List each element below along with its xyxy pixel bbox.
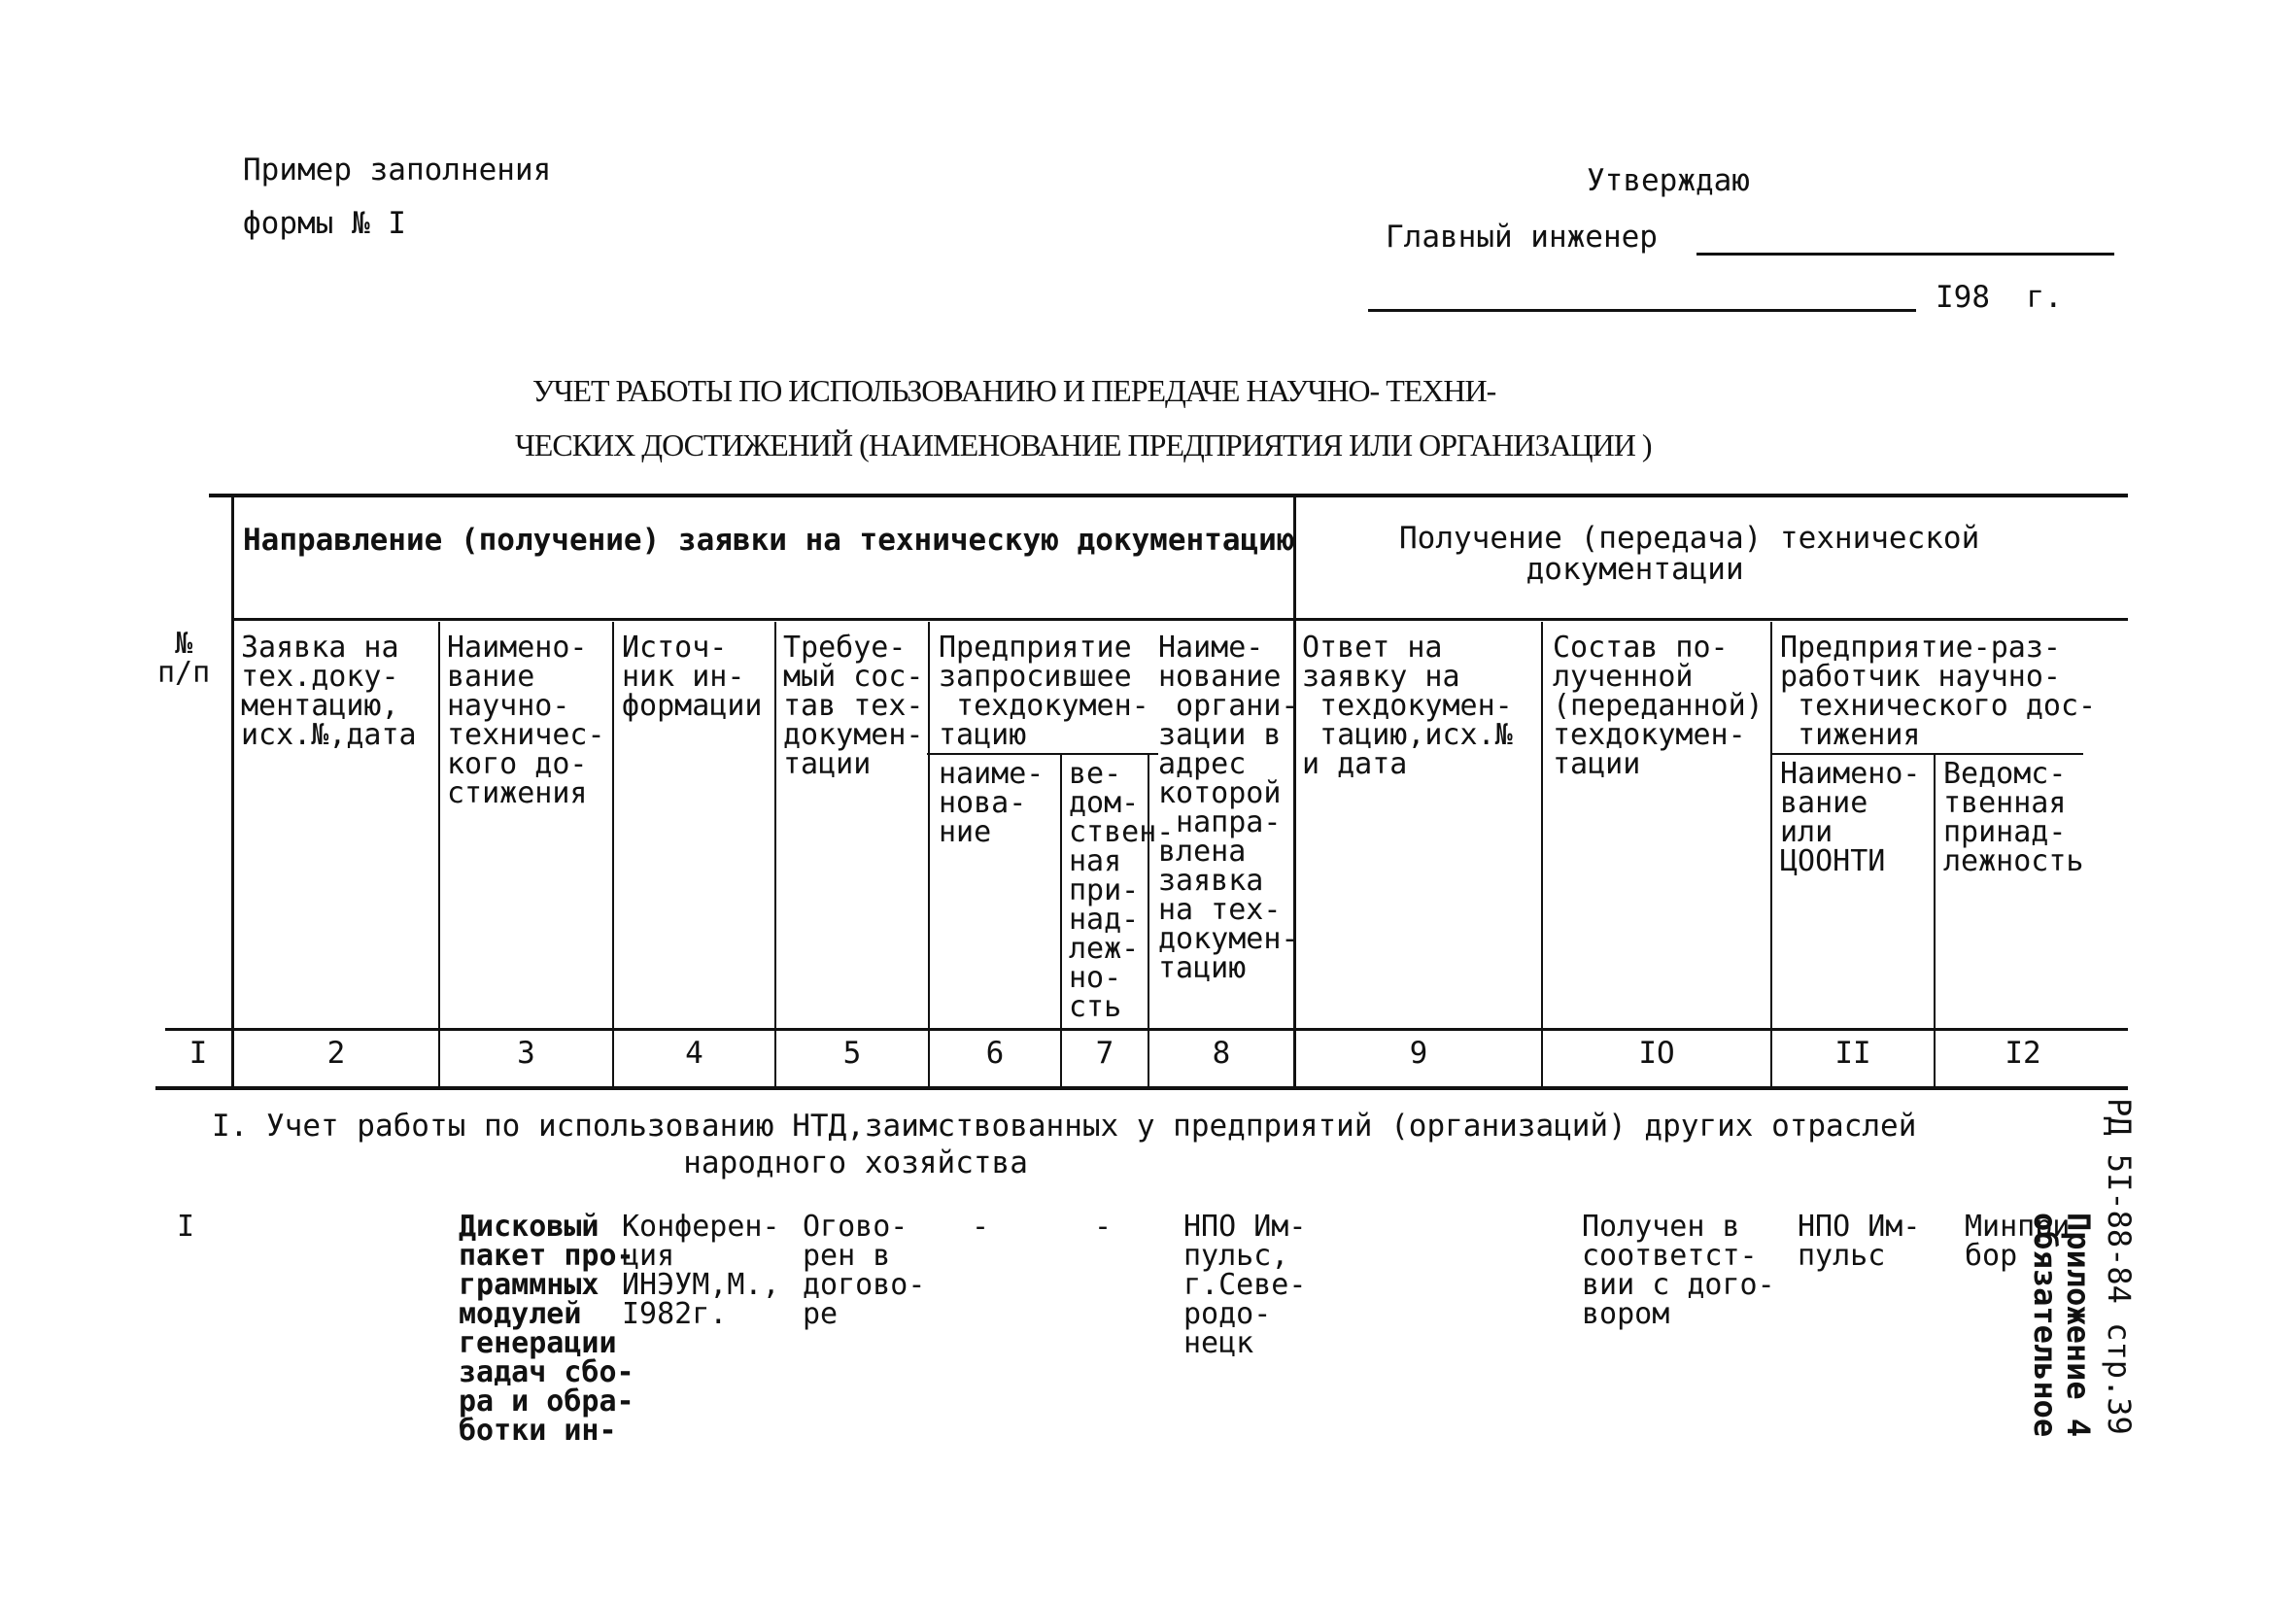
form-example-line2: формы № I [243,206,406,241]
col-header-10: Состав по- лученной (переданной) техдокумен- тации [1553,631,1764,781]
col-sep-1 [231,496,234,1088]
col-number-3: 3 [517,1036,535,1071]
date-line [1368,309,1916,312]
numbers-bottom-line [155,1086,2128,1090]
row1-col7: - [1094,1210,1113,1244]
col-header-9: Ответ на заявку на техдокумен- тацию,исх.№ и дата [1302,631,1513,781]
col-header-1: № п/п [157,627,211,690]
col-sep-2 [438,622,440,1088]
col-header-4: Источ- ник ин- формации [622,631,763,723]
col-number-12: I2 [2005,1036,2041,1071]
row1-col4: Конферен- ция ИНЭУМ,М., I982г. [622,1210,780,1331]
col-number-10: IO [1638,1036,1675,1071]
group-header-request: Направление (получение) заявки на техническую документацию [243,523,1295,558]
col-number-7: 7 [1095,1036,1114,1071]
group-header-bottom [233,618,2128,621]
col-header-7: ве- дом- ствен- ная при- над- леж- но- сть [1069,757,1175,1024]
side-note-line2: Приложение 4 [2060,1213,2097,1438]
header-bottom-line [165,1028,2128,1031]
col-header-8: Наиме- нование органи- зации в адрес которой напра- влена заявка на тех- докумен- тацию [1158,631,1299,985]
col-sep-3 [612,622,614,1088]
col-number-11: II [1834,1036,1871,1071]
section-heading: I. Учет работы по использованию НТД,заимствованных у предприятий (организаций) других отраслей народного хозяйства [212,1109,1917,1180]
col-header-2: Заявка на тех.доку- ментацию, исх.№,дата [241,631,417,752]
col-sep-5 [928,622,930,1088]
signature-line [1696,253,2114,256]
side-note-line1: РД 5I-88-84 стр.39 [2101,1098,2138,1435]
col-header-11: Наимено- вание или ЦООНТИ [1780,757,1921,878]
col-number-5: 5 [842,1036,862,1071]
col-header-12: Ведомс- твенная принад- лежность [1943,757,2084,878]
col-header-1112: Предприятие-раз- работчик научно- технического дос- тижения [1780,631,2097,752]
col-number-4: 4 [685,1036,703,1071]
col-sep-9 [1541,622,1543,1088]
row1-col1: I [177,1210,195,1244]
col-sep-4 [774,622,776,1088]
col-number-9: 9 [1409,1036,1428,1071]
approve-label: Утверждаю [1587,163,1750,198]
group-header-receive: Получение (передача) технической документации [1399,521,1980,587]
col-number-8: 8 [1212,1036,1231,1071]
side-note-line3: обязательное [2027,1213,2064,1438]
col-header-5: Требуе- мый сос- тав тех- докумен- тации [783,631,924,781]
col-header-3: Наимено- вание научно- техничес- кого до- стижения [447,631,605,810]
row1-col10: Получен в соответст- вии с дого- вором [1582,1210,1775,1331]
col-number-1: I [188,1036,208,1071]
col-number-2: 2 [326,1036,346,1071]
col-header-67: Предприятие запросившее техдокумен- тацию [939,631,1149,752]
chief-engineer-label: Главный инженер [1386,220,1658,255]
row1-col12: Минпри- бор [1965,1210,2088,1273]
col-number-6: 6 [985,1036,1005,1071]
row1-col3: Дисковый пакет про- граммных модулей генерации задач сбо- ра и обра- ботки ин- [459,1210,634,1448]
c67-split-line [927,753,1158,755]
col-header-6: наиме- нова- ние [939,757,1045,849]
form-example-line1: Пример заполнения [243,153,552,188]
row1-col8: НПО Им- пульс, г.Севе- родо- нецк [1183,1210,1307,1360]
row1-col6: - [972,1210,990,1244]
year-label: I98 г. [1936,280,2063,315]
page-title-line1: УЧЕТ РАБОТЫ ПО ИСПОЛЬЗОВАНИЮ И ПЕРЕДАЧЕ НАУЧНО- ТЕХНИ- [532,373,1496,408]
col-sep-10 [1770,622,1772,1088]
c1112-split-line [1770,753,2083,755]
table-top-border [209,494,2128,497]
page-title-line2: ЧЕСКИХ ДОСТИЖЕНИЙ (НАИМЕНОВАНИЕ ПРЕДПРИЯТИЯ ИЛИ ОРГАНИЗАЦИИ ) [515,427,1652,462]
row1-col5: Огово- рен в догово- ре [803,1210,926,1331]
row1-col11: НПО Им- пульс [1798,1210,1921,1273]
